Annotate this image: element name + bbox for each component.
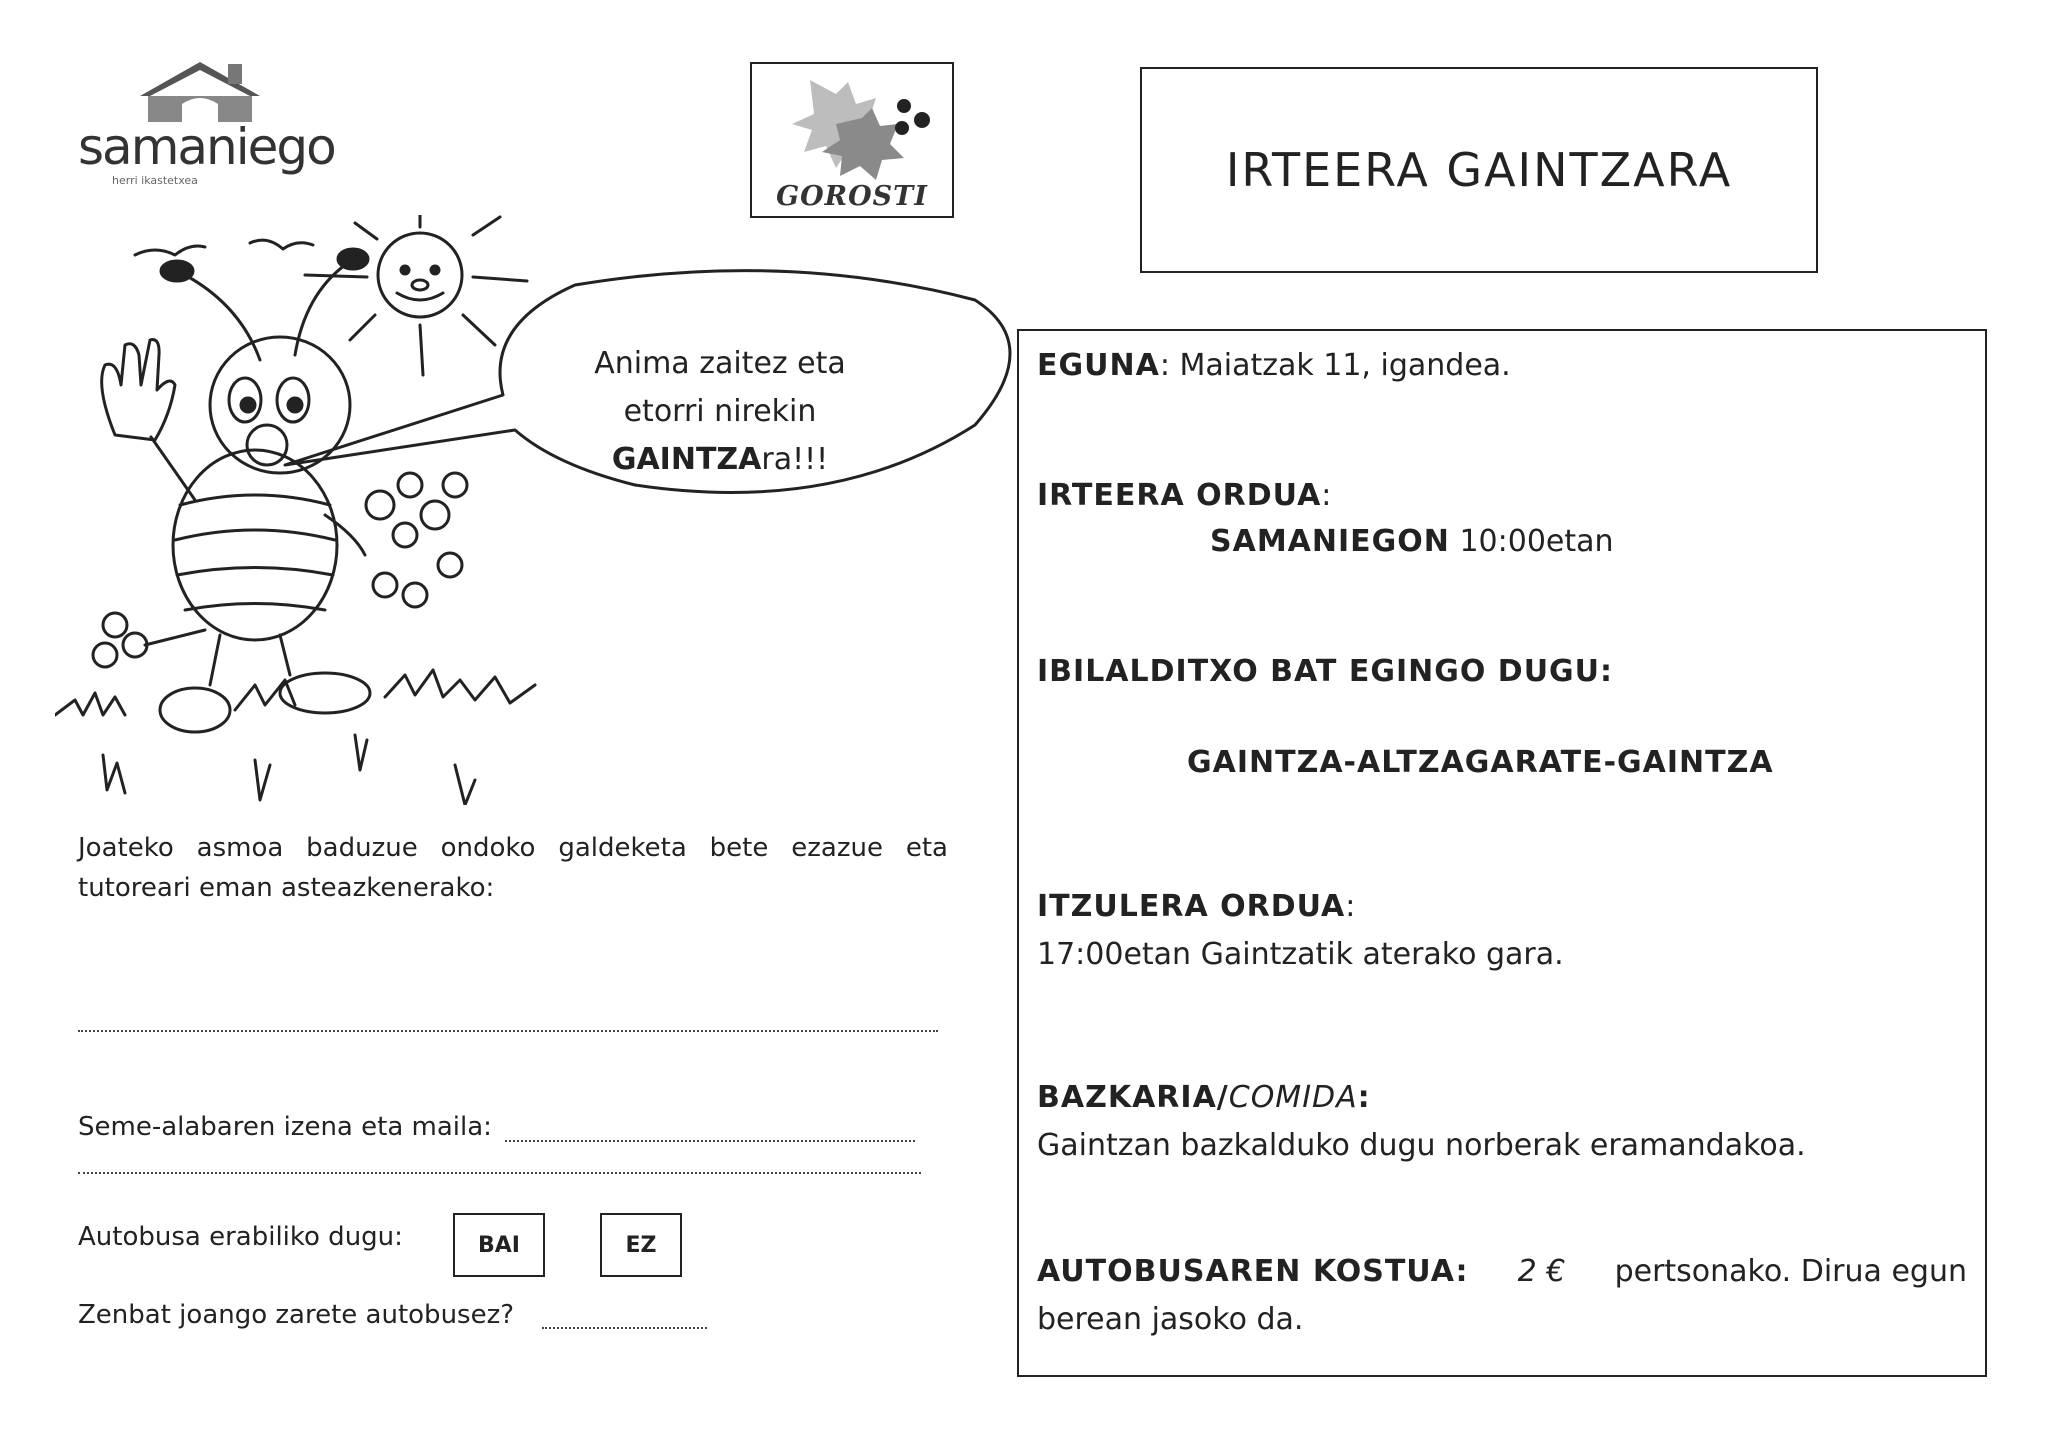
bubble-line-2: etorri nirekin <box>623 394 817 429</box>
return-label: ITZULERA ORDUA <box>1037 889 1346 924</box>
bus-label: Autobusa erabiliko dugu: <box>78 1222 403 1252</box>
bus-count-field[interactable] <box>542 1327 707 1329</box>
gorosti-logo <box>750 62 954 218</box>
lunch-row <box>1037 1080 1371 1115</box>
day-sep: : <box>1159 348 1170 383</box>
day-label: EGUNA <box>1037 348 1160 383</box>
departure-time: 10:00etan <box>1459 524 1614 559</box>
bubble-line-3-rest: ra!!! <box>761 442 829 477</box>
bus-cost-rest: pertsonako. Dirua egun <box>1614 1254 1967 1289</box>
bus-cost-amount: 2 € <box>1517 1254 1566 1289</box>
walk-label: IBILALDITXO BAT EGINGO DUGU: <box>1037 654 1614 689</box>
day-value: Maiatzak 11, igandea. <box>1179 348 1511 383</box>
child-name-field-2[interactable] <box>78 1172 921 1174</box>
day-row <box>1037 348 1511 383</box>
bus-cost-line2: berean jasoko da. <box>1037 1302 1304 1337</box>
samaniego-name: samaniego <box>78 118 335 176</box>
departure-label: IRTEERA ORDUA <box>1037 478 1322 513</box>
holly-leaf-icon <box>752 68 952 188</box>
bubble-line-1: Anima zaitez eta <box>594 346 846 381</box>
speech-bubble-text <box>545 340 895 484</box>
walk-route-text: GAINTZA-ALTZAGARATE-GAINTZA <box>1187 745 1774 780</box>
return-value: 17:00etan Gaintzatik aterako gara. <box>1037 937 1564 972</box>
bee-illustration-icon <box>55 215 1015 805</box>
lunch-label-es: COMIDA <box>1228 1080 1358 1115</box>
answer-line[interactable] <box>78 1030 938 1032</box>
gorosti-name: GOROSTI <box>776 181 928 212</box>
lunch-label-eu: BAZKARIA/ <box>1037 1080 1229 1115</box>
form-intro: Joateko asmoa baduzue ondoko galdeketa bete ezazue eta tutoreari eman asteazkenerako: <box>78 833 948 903</box>
lunch-sep: : <box>1357 1080 1371 1115</box>
page-title: IRTEERA GAINTZARA <box>1225 143 1733 197</box>
departure-place: SAMANIEGON <box>1210 524 1450 559</box>
bus-cost-row <box>1037 1254 1967 1289</box>
no-checkbox[interactable]: EZ <box>600 1213 682 1277</box>
child-name-label: Seme-alabaren izena eta maila: <box>78 1112 492 1142</box>
departure-detail <box>1210 524 1614 559</box>
departure-sep: : <box>1321 478 1332 513</box>
lunch-value: Gaintzan bazkalduko dugu norberak eramandakoa. <box>1037 1128 1806 1163</box>
title-box <box>1140 67 1818 273</box>
walk-route <box>1187 745 1774 780</box>
yes-checkbox[interactable]: BAI <box>453 1213 545 1277</box>
bubble-line-3 <box>545 436 895 484</box>
return-sep: : <box>1345 889 1356 924</box>
samaniego-subtitle: herri ikastetxea <box>112 174 198 187</box>
bus-count-label: Zenbat joango zarete autobusez? <box>78 1300 515 1330</box>
return-row <box>1037 889 1355 924</box>
bus-cost-label: AUTOBUSAREN KOSTUA: <box>1037 1254 1469 1289</box>
bubble-line-3-bold: GAINTZA <box>611 442 762 477</box>
departure-row <box>1037 478 1331 513</box>
child-name-field[interactable] <box>505 1140 915 1142</box>
lunch-label <box>1037 1080 1371 1115</box>
walk-row <box>1037 654 1613 689</box>
